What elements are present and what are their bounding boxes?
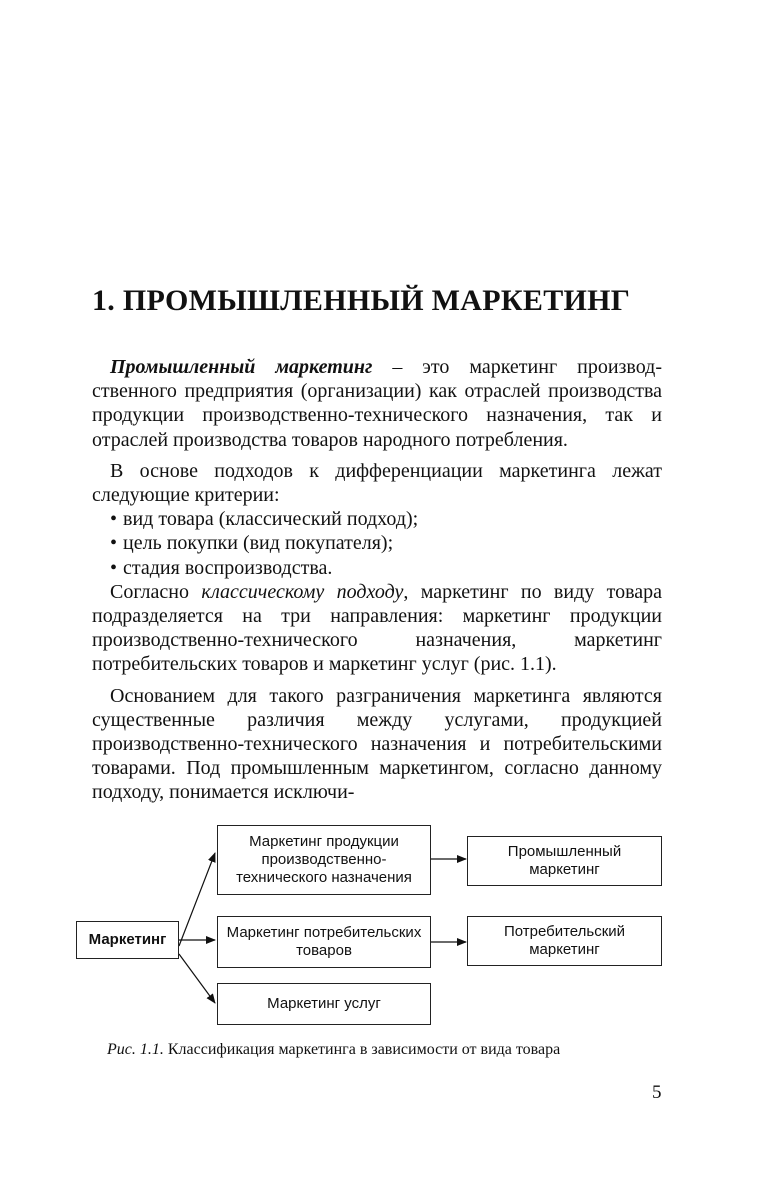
list-item: • стадия воспроизводства. (110, 556, 662, 580)
paragraph-definition (92, 355, 662, 452)
definition-text: – это маркетинг производственного предприятия (организации) как отраслей производства продукции производственно-технического назначения, так и отраслей производства товаров народного потребления. (92, 356, 662, 451)
classic-before: Согласно (110, 580, 202, 603)
paragraph-basis: Основанием для такого разграничения маркетинга являются существенные различия между услугами, продукцией производственно-технического назначения и потребительскими товарами. Под промышленным маркетингом, согласно данному подходу, понимается исключи- (92, 684, 662, 804)
list-item: • цель покупки (вид покупателя); (110, 531, 662, 555)
box-marketing-root: Маркетинг (76, 921, 179, 959)
chapter-heading: 1. ПРОМЫШЛЕННЫЙ МАРКЕТИНГ (92, 284, 631, 317)
arrow-root-to-industrial-goods (179, 853, 215, 946)
list-item: • вид товара (классический подход); (110, 507, 662, 531)
defined-term: Промышленный маркетинг (110, 356, 373, 378)
arrow-root-to-services (179, 954, 215, 1003)
figure-caption (107, 1041, 667, 1059)
caption-label: Рис. 1.1. (107, 1041, 164, 1058)
box-services-marketing: Маркетинг услуг (217, 983, 431, 1025)
paragraph-criteria: В основе подходов к дифференциации маркетинга лежат следующие критерии: (92, 459, 662, 507)
caption-text: Классификация маркетинга в зависимости от вида товара (163, 1041, 561, 1058)
box-industrial-marketing: Промышленный маркетинг (467, 836, 662, 886)
criteria-list (92, 507, 662, 580)
page-number: 5 (652, 1082, 662, 1103)
body-text (92, 355, 662, 805)
paragraph-classic-approach (92, 580, 662, 677)
classic-term: классическому подходу (201, 580, 404, 603)
classic-after: , маркетинг по виду товара подразделяется на три направления: маркетинг продукции производственно-технического назначения, маркетинг потребительских товаров и маркетинг услуг (рис. 1.1). (92, 580, 662, 676)
box-industrial-goods-marketing: Маркетинг продукции производственно-технического назначения (217, 825, 431, 895)
box-consumer-marketing: Потребительский маркетинг (467, 916, 662, 966)
box-consumer-goods-marketing: Маркетинг потребительских товаров (217, 916, 431, 968)
